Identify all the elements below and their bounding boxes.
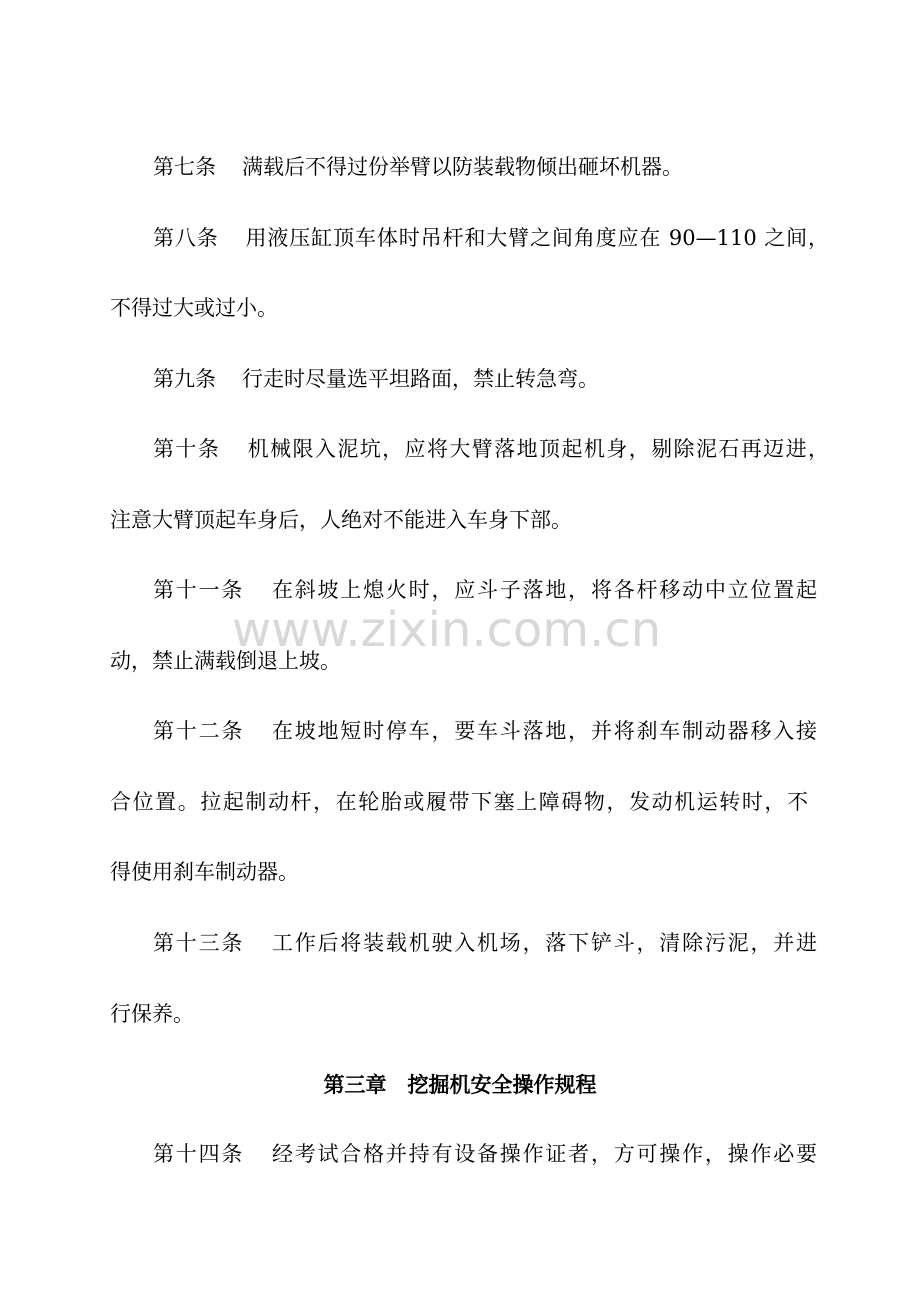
article-11-label: 第十一条 <box>153 578 245 602</box>
article-11-text-1: 在斜坡上熄火时，应斗子落地，将各杆移动中立位置起 <box>270 578 818 602</box>
article-12-line-1 <box>153 721 817 742</box>
article-8-text-1: 用液压缸顶车体时吊杆和大臂之间角度应在 90—110 之间， <box>244 226 830 250</box>
article-10-line-1 <box>153 439 829 460</box>
article-13-line-1 <box>153 933 817 954</box>
article-12-text-1: 在坡地短时停车，要车斗落地，并将刹车制动器移入接 <box>270 719 818 743</box>
article-14-line-1 <box>153 1144 817 1165</box>
article-12-line-2: 合位置。拉起制动杆，在轮胎或履带下塞上障碍物，发动机运转时，不 <box>110 790 808 814</box>
article-7-label: 第七条 <box>153 155 216 179</box>
article-9-line-1 <box>153 369 599 390</box>
article-12-line-3: 得使用刹车制动器。 <box>110 860 299 884</box>
article-8-label: 第八条 <box>153 226 219 250</box>
article-13-line-2: 行保养。 <box>110 1002 194 1026</box>
article-12-label: 第十二条 <box>153 719 245 743</box>
article-7-line-1 <box>153 157 683 178</box>
article-14-label: 第十四条 <box>153 1142 245 1166</box>
chapter-3-heading: 第三章 挖掘机安全操作规程 <box>323 1072 597 1097</box>
article-9-text: 行走时尽量选平坦路面，禁止转急弯。 <box>242 367 599 391</box>
article-8-line-2: 不得过大或过小。 <box>110 296 278 320</box>
article-14-text-1: 经考试合格并持有设备操作证者，方可操作，操作必要 <box>270 1142 818 1166</box>
article-10-text-1: 机械限入泥坑，应将大臂落地顶起机身，剔除泥石再迈进， <box>246 437 830 461</box>
article-7-text: 满载后不得过份举臂以防装载物倾出砸坏机器。 <box>242 155 683 179</box>
watermark: www.zixin.com.cn <box>232 602 662 658</box>
article-11-line-1 <box>153 580 817 601</box>
article-13-text-1: 工作后将装载机驶入机场，落下铲斗，清除污泥，并进 <box>270 931 818 955</box>
article-9-label: 第九条 <box>153 367 216 391</box>
article-11-line-2: 动，禁止满载倒退上坡。 <box>110 649 341 673</box>
article-10-label: 第十条 <box>153 437 221 461</box>
article-10-line-2: 注意大臂顶起车身后，人绝对不能进入车身下部。 <box>110 508 572 532</box>
article-8-line-1 <box>153 228 829 249</box>
article-13-label: 第十三条 <box>153 931 245 955</box>
